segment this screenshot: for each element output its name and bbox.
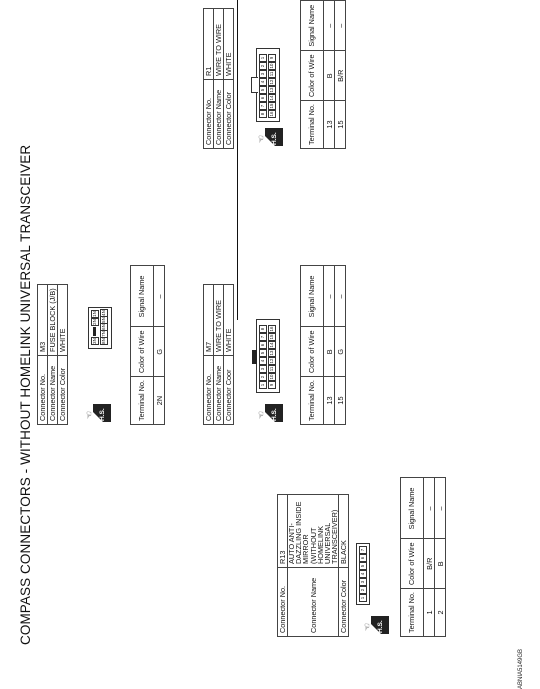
r13-connector-face: 1 2 3 4 5 6 7 — [356, 543, 370, 605]
m7-connector-color: WHITE — [224, 285, 234, 356]
table-row: 13 B – — [324, 1, 335, 149]
header-color-of-wire: Color of Wire — [131, 327, 154, 377]
hs-icon: H.S. ☜ — [265, 128, 283, 146]
header-signal-name: Signal Name — [131, 266, 154, 327]
table-row: 15 B/R – — [335, 1, 346, 149]
label-connector-no: Connector No. — [278, 568, 288, 637]
r13-connector-name: AUTO ANTI-DAZZLING INSIDE MIRROR (WITHOUT HOMELINK UNIVERSAL TRANSCEIVER) — [288, 495, 339, 568]
label-connector-color: Connector Color — [224, 80, 234, 149]
header-signal-name: Signal Name — [301, 1, 324, 51]
header-terminal-no: Terminal No. — [131, 377, 154, 425]
reference-code: ABNIA5149GB — [518, 648, 524, 689]
connector-key-icon — [251, 77, 258, 93]
m7-connector-no: M7 — [204, 285, 214, 356]
hand-icon: ☜ — [84, 410, 94, 419]
r13-connector-no: R13 — [278, 495, 288, 568]
m3-connector-color: WHITE — [58, 285, 68, 356]
r13-terminal-table — [400, 477, 446, 637]
label-connector-name: Connector Name — [214, 80, 224, 149]
section-divider — [237, 0, 238, 320]
label-connector-color: Connector Color — [58, 356, 68, 425]
r1-connector-no: R1 — [204, 9, 214, 80]
m7-terminal-table — [300, 265, 346, 425]
header-color-of-wire: Color of Wire — [301, 327, 324, 377]
header-signal-name: Signal Name — [301, 266, 324, 327]
m3-connector-face: 3N 2N 1N 8N 7N 6N 5N 4N — [88, 307, 112, 349]
hand-icon: ☜ — [362, 622, 372, 631]
m3-connector-table — [37, 284, 68, 425]
label-connector-name: Connector Name — [214, 356, 224, 425]
label-connector-color: Connector Color — [339, 568, 349, 637]
hs-icon: H.S. ☜ — [265, 404, 283, 422]
m7-connector-face: 1 2 3 4 5 6 7 8 9 10 11 12 13 14 15 16 — [256, 319, 280, 393]
table-row: 2N G – — [154, 266, 165, 425]
m3-connector-name: FUSE BLOCK (J/B) — [48, 285, 58, 356]
label-connector-no: Connector No. — [38, 356, 48, 425]
r1-terminal-table — [300, 0, 346, 149]
m3-connector-no: M3 — [38, 285, 48, 356]
connector-key-icon — [252, 350, 257, 364]
m7-connector-name: WIRE TO WIRE — [214, 285, 224, 356]
r1-connector-name: WIRE TO WIRE — [214, 9, 224, 80]
r1-connector-face: 8 7 6 5 4 3 2 1 16 15 14 13 12 11 10 9 — [256, 48, 280, 122]
hs-icon: H.S. ☜ — [93, 404, 111, 422]
header-terminal-no: Terminal No. — [301, 101, 324, 149]
hand-icon: ☜ — [256, 134, 266, 143]
table-row: 15 G – — [335, 266, 346, 425]
label-connector-no: Connector No. — [204, 80, 214, 149]
label-connector-color: Connector Coor — [224, 356, 234, 425]
r13-connector-table — [277, 494, 349, 637]
m7-connector-table — [203, 284, 234, 425]
table-row: 1 B/R – — [424, 478, 435, 637]
label-connector-no: Connector No. — [204, 356, 214, 425]
header-terminal-no: Terminal No. — [301, 377, 324, 425]
header-color-of-wire: Color of Wire — [301, 51, 324, 101]
header-signal-name: Signal Name — [401, 478, 424, 539]
hs-icon: H.S. ☜ — [371, 616, 389, 634]
label-connector-name: Connector Name — [48, 356, 58, 425]
r13-connector-color: BLACK — [339, 495, 349, 568]
r1-connector-color: WHITE — [224, 9, 234, 80]
m3-terminal-table — [130, 265, 165, 425]
connector-key-icon — [93, 327, 96, 336]
header-terminal-no: Terminal No. — [401, 589, 424, 637]
table-row: 13 B – — [324, 266, 335, 425]
page-title: COMPASS CONNECTORS - WITHOUT HOMELINK UNIVERSAL TRANSCEIVER — [18, 144, 33, 645]
table-row: 2 B – — [435, 478, 446, 637]
header-color-of-wire: Color of Wire — [401, 539, 424, 589]
label-connector-name: Connector Name — [288, 568, 339, 637]
hand-icon: ☜ — [256, 410, 266, 419]
r1-connector-table — [203, 8, 234, 149]
